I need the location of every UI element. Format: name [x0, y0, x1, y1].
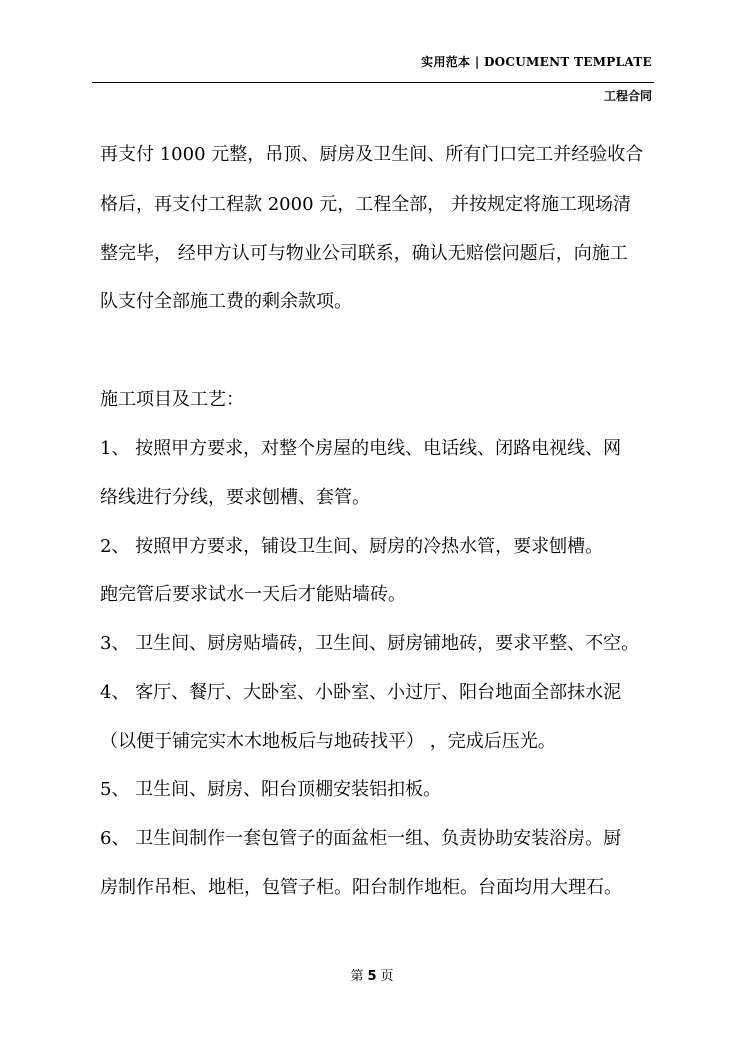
body-line: 格后，再支付工程款 2000 元，工程全部， 并按规定将施工现场清 [100, 194, 631, 215]
list-item-4: 4、 客厅、餐厅、大卧室、小卧室、小过厅、阳台地面全部抹水泥 [100, 682, 622, 703]
page-number: 5 [367, 969, 377, 984]
body-line: 整完毕， 经甲方认可与物业公司联系，确认无赔偿问题后，向施工 [100, 243, 628, 264]
list-item-5: 5、 卫生间、厨房、阳台顶棚安装铝扣板。 [100, 779, 442, 800]
list-item-1: 1、 按照甲方要求，对整个房屋的电线、电话线、闭路电视线、网 [100, 438, 622, 459]
body-line: 队支付全部施工费的剩余款项。 [100, 291, 352, 312]
body-line: 再支付 1000 元整，吊顶、厨房及卫生间、所有门口完工并经验收合 [100, 144, 644, 165]
list-item-3: 3、 卫生间、厨房贴墙砖，卫生间、厨房铺地砖，要求平整、不空。 [100, 633, 640, 654]
page-number-suffix: 页 [380, 969, 394, 984]
list-item-4-continued: （以便于铺完实木木地板后与地砖找平） ，完成后压光。 [100, 731, 556, 752]
header-divider [92, 82, 654, 83]
list-item-6: 6、 卫生间制作一套包管子的面盆柜一组、负责协助安装浴房。厨 [100, 828, 622, 849]
header-template-label: 实用范本 | DOCUMENT TEMPLATE [421, 55, 652, 69]
page-footer [0, 965, 744, 984]
section-heading: 施工项目及工艺： [100, 389, 244, 410]
page-number-prefix: 第 [350, 969, 364, 984]
list-item-2-continued: 跑完管后要求试水一天后才能贴墙砖。 [100, 584, 406, 605]
header-document-type: 工程合同 [603, 89, 652, 103]
list-item-6-continued: 房制作吊柜、地柜，包管子柜。阳台制作地柜。台面均用大理石。 [100, 877, 622, 898]
list-item-1-continued: 络线进行分线，要求刨槽、套管。 [100, 487, 370, 508]
list-item-2: 2、 按照甲方要求，铺设卫生间、厨房的冷热水管，要求刨槽。 [100, 536, 604, 557]
